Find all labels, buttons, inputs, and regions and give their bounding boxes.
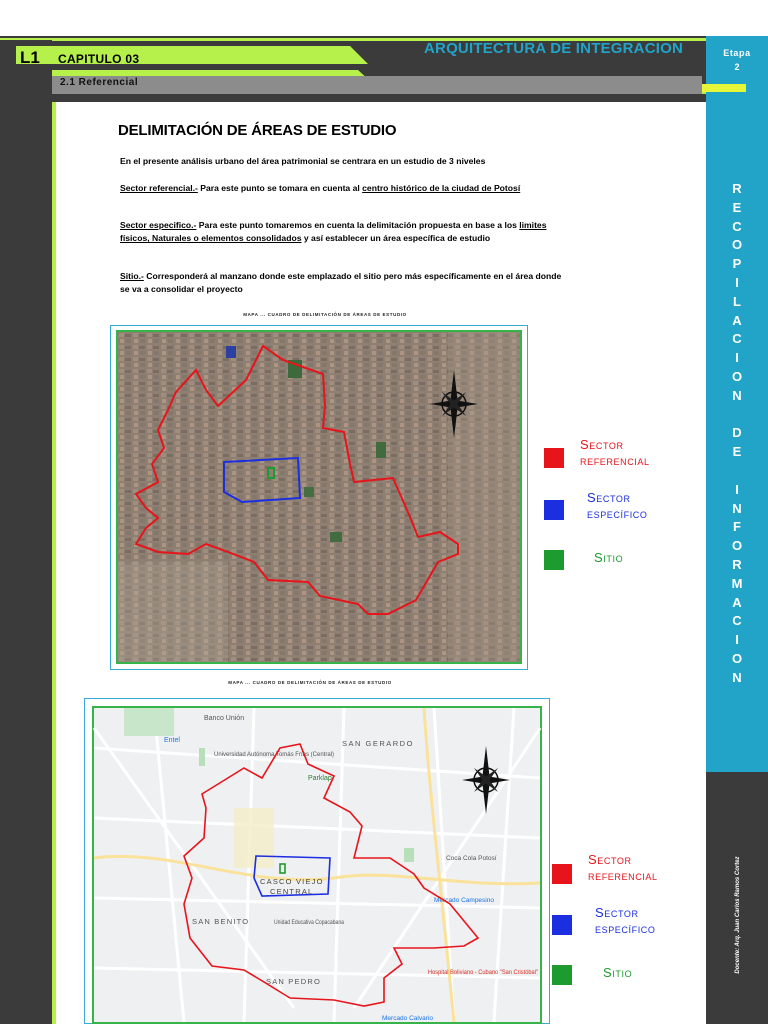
vertical-title-char — [724, 462, 750, 481]
legend-referencial-label — [580, 437, 650, 469]
map-label-central: CENTRAL — [270, 887, 314, 896]
street-map — [92, 706, 542, 1024]
stage-number: 2 — [734, 62, 740, 72]
vertical-title-char: F — [733, 519, 741, 535]
vertical-title-char: I — [735, 350, 739, 366]
map-label-universidad: Universidad Autónoma Tomás Frías (Central) — [214, 751, 334, 758]
vertical-title-char: N — [732, 500, 742, 516]
legend2-referencial-label — [588, 852, 658, 884]
map-label-mercado-calvario: Mercado Calvario — [382, 1015, 433, 1022]
map-label-san-gerardo: SAN GERARDO — [342, 739, 414, 748]
vertical-title-char: R — [732, 556, 742, 572]
map-label-entel: Entel — [164, 737, 180, 744]
legend-referencial-swatch — [544, 448, 564, 468]
vertical-title-char: E — [732, 444, 742, 460]
legend-especifico-label — [587, 490, 648, 522]
sector-especifico-text: Para este punto tomaremos en cuenta la delimitación propuesta en base a los — [196, 220, 520, 230]
vertical-title-char: C — [732, 218, 742, 234]
map-label-san-benito: SAN BENITO — [192, 917, 250, 926]
legend-sitio-swatch — [544, 550, 564, 570]
legend-especifico-line2: específico — [587, 506, 648, 521]
map-label-unidad-educativa: Unidad Educativa Copacabana — [274, 919, 345, 926]
course-title: ARQUITECTURA DE INTEGRACION — [424, 40, 684, 57]
legend2-referencial-line1: Sector — [588, 852, 632, 867]
satellite-map — [116, 330, 522, 664]
intro-paragraph: En el presente análisis urbano del área patrimonial se centrara en un estudio de 3 niveles — [120, 156, 486, 166]
vertical-title-char: I — [735, 481, 739, 497]
vertical-title-char: L — [733, 293, 741, 309]
map-label-san-pedro: SAN PEDRO — [266, 977, 321, 986]
chapter-label: CAPITULO 03 — [58, 52, 140, 66]
legend-especifico-swatch — [544, 500, 564, 520]
vertical-title-char: C — [732, 331, 742, 347]
legend2-sitio-swatch — [552, 965, 572, 985]
street-map-image — [94, 708, 540, 1022]
vertical-title-char: O — [731, 368, 743, 384]
legend2-sitio-label: Sitio — [603, 965, 633, 980]
sector-referencial-highlight: centro histórico de la ciudad de Potosí — [362, 183, 521, 193]
sitio-term: Sitio.- — [120, 271, 144, 281]
vertical-title-char: M — [731, 575, 743, 591]
vertical-title-char: R — [732, 181, 742, 196]
page-title: DELIMITACIÓN DE ÁREAS DE ESTUDIO — [118, 122, 397, 139]
vertical-title-char: A — [732, 312, 742, 328]
map-caption-1: MAPA ... CUADRO DE DELIMITACIÓN DE ÁREAS DE ESTUDIO — [243, 312, 407, 317]
legend-especifico-line1: Sector — [587, 490, 631, 505]
sector-referencial-term: Sector referencial.- — [120, 183, 198, 193]
docente-credit — [730, 830, 746, 1010]
map-label-parklap: Parklap — [308, 775, 332, 782]
section-tab — [52, 76, 702, 94]
vertical-title-char: N — [732, 669, 742, 685]
vertical-title-char: O — [731, 650, 743, 666]
vertical-title-char: O — [731, 237, 743, 253]
legend2-especifico-line1: Sector — [595, 905, 639, 920]
sector-referencial-text: Para este punto se tomara en cuenta al — [197, 183, 363, 193]
sector-especifico-text-end: y así establecer un área específica de estudio — [301, 233, 491, 243]
legend-referencial-line1: Sector — [580, 437, 624, 452]
section-label: 2.1 Referencial — [60, 77, 139, 88]
docente-text: Docente: Arq. Juan Carlos Ramos Cortez — [735, 856, 741, 974]
legend-referencial-line2: referencial — [580, 453, 650, 468]
legend2-referencial-line2: referencial — [588, 868, 658, 883]
map-label-hospital: Hospital Boliviano - Cubano "San Cristóbal" — [428, 969, 539, 976]
legend2-especifico-swatch — [552, 915, 572, 935]
legend-sitio-label: Sitio — [594, 550, 624, 565]
sector-referencial-paragraph — [120, 182, 568, 195]
legend2-referencial-swatch — [552, 864, 572, 884]
stage-label: Etapa — [723, 48, 751, 58]
map-label-mercado-campesino: Mercado Campesino — [434, 897, 494, 904]
sector-especifico-term: Sector especifico.- — [120, 220, 197, 230]
vertical-title-char: O — [731, 538, 743, 554]
map-label-banco: Banco Unión — [204, 715, 245, 722]
vertical-title-char — [724, 406, 750, 425]
vertical-title-char: C — [732, 613, 742, 629]
vertical-title-char: N — [732, 387, 742, 403]
satellite-image — [118, 332, 520, 662]
sector-especifico-paragraph — [120, 219, 568, 245]
vertical-title-char: A — [732, 594, 742, 610]
unit-label: L1 — [20, 48, 40, 67]
left-margin-bar — [0, 36, 52, 1024]
vertical-title-char: I — [735, 274, 739, 290]
map-label-coca-cola: Coca Cola Potosí — [446, 855, 497, 862]
sitio-paragraph — [120, 270, 568, 296]
sitio-text: Corresponderá al manzano donde este emplazado el sitio pero más específicamente en el área donde se va a consolidar el proyecto — [120, 271, 562, 294]
vertical-title-char: I — [735, 632, 739, 648]
legend2-especifico-label — [595, 905, 656, 937]
legend2-especifico-line2: específico — [595, 921, 656, 936]
map-label-casco-viejo: CASCO VIEJO — [260, 877, 324, 886]
vertical-section-title — [724, 180, 750, 688]
map-caption-2: MAPA ... CUADRO DE DELIMITACIÓN DE ÁREAS DE ESTUDIO — [228, 680, 392, 685]
sector-especifico-highlight: limites físicos, Naturales o elementos consolidados — [120, 220, 547, 243]
vertical-title-char: E — [732, 199, 742, 215]
vertical-title-char: D — [732, 425, 742, 441]
vertical-title-char: P — [732, 256, 742, 272]
